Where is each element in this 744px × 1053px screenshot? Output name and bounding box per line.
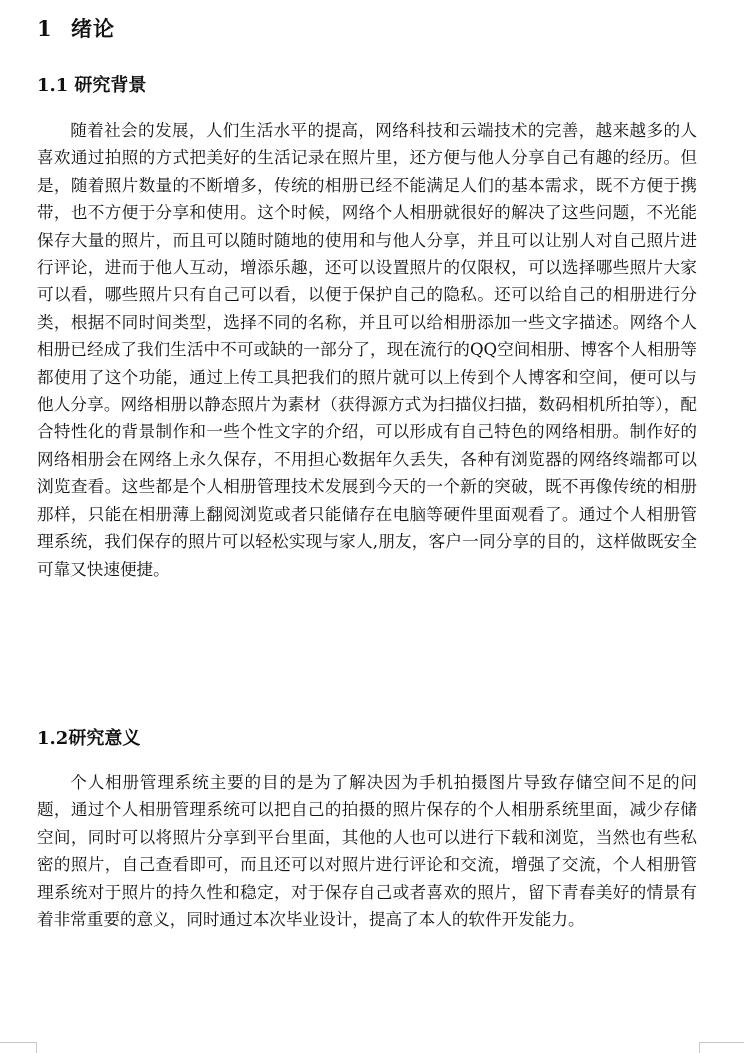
background-paragraph: 随着社会的发展，人们生活水平的提高，网络科技和云端技术的完善，越来越多的人喜欢通过拍照的方式把美好的生活记录在照片里，还方便与他人分享自己有趣的经历。但是，随着照片数量的不断增多，传统的相册已经不能满足人们的基本需求，既不方便于携带，也不方便于分享和使用。这个时候，网络个人相册就很好的解决了这些问题，不光能保存大量的照片，而且可以随时随地的使用和与他人分享，并且可以让别人对自己照片进行评论，进而于他人互动，增添乐趣，还可以设置照片的仅限权，可以选择哪些照片大家可以看，哪些照片只有自己可以看，以便于保护自己的隐私。还可以给自己的相册进行分类，根据不同时间类型，选择不同的名称，并且可以给相册添加一些文字描述。网络个人相册已经成了我们生活中不可或缺的一部分了，现在流行的QQ空间相册、博客个人相册等都使用了这个功能，通过上传工具把我们的照片就可以上传到个人博客和空间，便可以与他人分享。网络相册以静态照片为素材（获得源方式为扫描仪扫描，数码相机所拍等），配合特性化的背景制作和一些个性文字的介绍，可以形成有自己特色的网络相册。制作好的网络相册会在网络上永久保存，不用担心数据年久丢失，各种有浏览器的网络终端都可以浏览查看。这些都是个人相册管理技术发展到今天的一个新的突破，既不再像传统的相册那样，只能在相册薄上翻阅浏览或者只能储存在电脑等硬件里面观看了。通过个人相册管理系统，我们保存的照片可以轻松实现与家人,朋友，客户一同分享的目的，这样做既安全可靠又快速便捷。 <box>37 121 697 579</box>
page-corner-mark-right <box>699 1042 744 1053</box>
page-corner-mark-left <box>0 1042 37 1053</box>
chapter-number: 1 <box>37 16 53 41</box>
section-number: 1.2 <box>37 728 69 749</box>
chapter-title: 绪论 <box>71 16 115 41</box>
chapter-heading <box>37 14 115 44</box>
section-heading-significance <box>37 726 140 752</box>
section-heading-background <box>37 73 146 99</box>
section-number: 1.1 <box>37 75 69 96</box>
significance-paragraph: 个人相册管理系统主要的目的是为了解决因为手机拍摄图片导致存储空间不足的问题，通过个人相册管理系统可以把自己的拍摄的照片保存的个人相册系统里面，减少存储空间，同时可以将照片分享到平台里面，其他的人也可以进行下载和浏览，当然也有些私密的照片，自己查看即可，而且还可以对照片进行评论和交流，增强了交流，个人相册管理系统对于照片的持久性和稳定，对于保存自己或者喜欢的照片，留下青春美好的情景有着非常重要的意义，同时通过本次毕业设计，提高了本人的软件开发能力。 <box>37 773 697 930</box>
section-title: 研究意义 <box>68 728 141 749</box>
section-title: 研究背景 <box>74 75 147 96</box>
